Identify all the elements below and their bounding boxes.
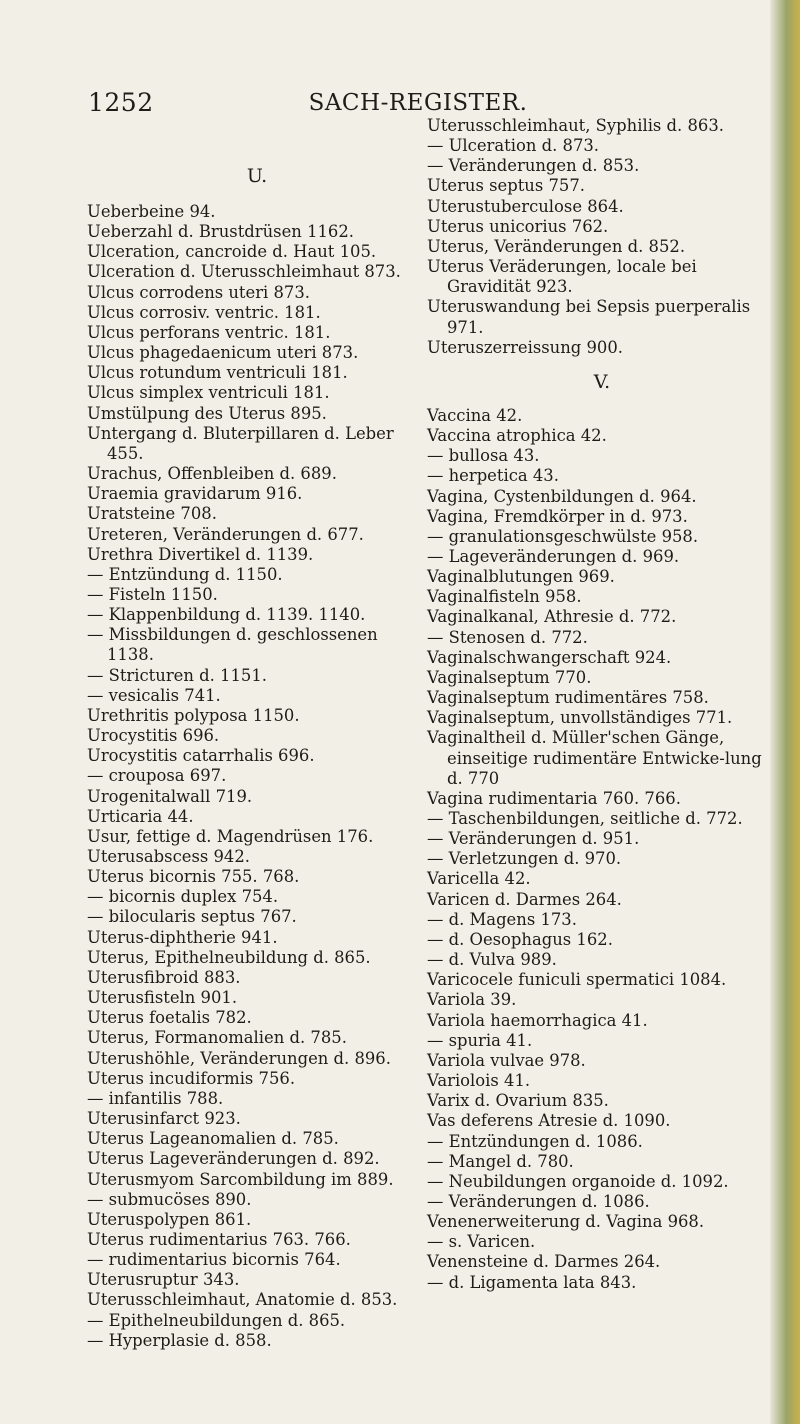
index-entry: Varicella 42.: [427, 869, 531, 889]
index-entry: Vaginalkanal, Athresie d. 772.: [427, 607, 677, 627]
index-entry: — bicornis duplex 754.: [87, 887, 279, 907]
index-column-left: [87, 116, 427, 1351]
index-entry: Variola 39.: [427, 990, 517, 1010]
index-entry: Uraemia gravidarum 916.: [87, 484, 303, 504]
index-entry: — Stenosen d. 772.: [427, 627, 588, 647]
index-entry: — Verletzungen d. 970.: [427, 849, 622, 869]
index-entry: Uterus incudiformis 756.: [87, 1068, 296, 1088]
index-entry: Uterus bicornis 755. 768.: [87, 867, 300, 887]
index-entry: — Lageveränderungen d. 969.: [427, 546, 680, 566]
index-entry: Uterus rudimentarius 763. 766.: [87, 1229, 351, 1249]
index-entry: Urocystitis catarrhalis 696.: [87, 746, 315, 766]
index-entry: — herpetica 43.: [427, 466, 559, 486]
index-entry: Uterusinfarct 923.: [87, 1109, 241, 1129]
index-entry: — Veränderungen d. 951.: [427, 829, 640, 849]
index-entry: — Klappenbildung d. 1139. 1140.: [87, 605, 366, 625]
index-entry: Usur, fettige d. Magendrüsen 176.: [87, 826, 374, 846]
index-entry: Uterus Lageveränderungen d. 892.: [87, 1149, 380, 1169]
index-entry: Uterus, Epithelneubildung d. 865.: [87, 947, 371, 967]
index-entry: Uterusmyom Sarcombildung im 889.: [87, 1169, 394, 1189]
index-entry: Ulcus simplex ventriculi 181.: [87, 383, 330, 403]
index-entry: Urachus, Offenbleiben d. 689.: [87, 464, 337, 484]
index-entry: Uterusschleimhaut, Syphilis d. 863.: [427, 116, 724, 135]
index-entry: Venenerweiterung d. Vagina 968.: [427, 1212, 705, 1232]
index-entry: Uterusfibroid 883.: [87, 967, 241, 987]
index-entry: — Entzündung d. 1150.: [87, 564, 283, 584]
index-entry: Uterustuberculose 864.: [427, 196, 624, 216]
index-entry: Ulceration, cancroide d. Haut 105.: [87, 242, 377, 262]
index-entry: — Mangel d. 780.: [427, 1151, 574, 1171]
index-entry: Uterus septus 757.: [427, 176, 585, 196]
index-entry: Vaginalseptum rudimentäres 758.: [427, 688, 709, 708]
index-entry: Uterus Lageanomalien d. 785.: [87, 1129, 339, 1149]
index-entry: Umstülpung des Uterus 895.: [87, 403, 327, 423]
index-entry: Venensteine d. Darmes 264.: [427, 1252, 661, 1272]
index-entry: Uteruszerreissung 900.: [427, 337, 623, 357]
section-letter-heading: U.: [246, 165, 268, 187]
index-entry: Uratsteine 708.: [87, 504, 217, 524]
index-entry: — submucöses 890.: [87, 1189, 252, 1209]
index-entry: — d. Oesophagus 162.: [427, 929, 613, 949]
index-entry: — Taschenbildungen, seitliche d. 772.: [427, 809, 743, 828]
index-entry: Uteruspolypen 861.: [87, 1209, 252, 1229]
index-entry: Urogenitalwall 719.: [87, 786, 253, 806]
index-entry: — d. Magens 173.: [427, 909, 577, 929]
index-entry: Uterus-diphtherie 941.: [87, 927, 278, 947]
index-entry: Uterus, Veränderungen d. 852.: [427, 236, 686, 256]
index-entry: Varix d. Ovarium 835.: [427, 1091, 609, 1111]
index-entry: Ulcus phagedaenicum uteri 873.: [87, 343, 359, 363]
index-entry: Uterusfisteln 901.: [87, 988, 238, 1008]
index-entry: Variola vulvae 978.: [427, 1050, 586, 1070]
index-entry: — granulationsgeschwülste 958.: [427, 526, 699, 546]
index-entry: Urethra Divertikel d. 1139.: [87, 544, 314, 564]
index-entry: Uterus foetalis 782.: [87, 1008, 252, 1028]
index-entry: — Veränderungen d. 853.: [427, 156, 640, 176]
index-column-right: [427, 116, 777, 1293]
index-entry: Vaginalschwangerschaft 924.: [427, 647, 672, 667]
index-entry: — Stricturen d. 1151.: [87, 665, 267, 685]
index-entry: Vas deferens Atresie d. 1090.: [427, 1111, 671, 1131]
index-entry: Uterus Veräderungen, locale bei Gravidität 923.: [427, 257, 697, 297]
index-entry: Ulcus perforans ventric. 181.: [87, 322, 331, 342]
page-number: 1252: [88, 88, 154, 117]
index-entry: — Epithelneubildungen d. 865.: [87, 1310, 346, 1330]
index-entry: Variola haemorrhagica 41.: [427, 1010, 648, 1030]
index-entry: Varicocele funiculi spermatici 1084.: [427, 970, 727, 990]
index-entry: Vaginalfisteln 958.: [427, 587, 582, 607]
index-entry: Ulceration d. Uterusschleimhaut 873.: [87, 262, 401, 282]
index-entry: Variolois 41.: [427, 1071, 531, 1091]
index-entry: — Fisteln 1150.: [87, 584, 218, 604]
index-entry: — rudimentarius bicornis 764.: [87, 1250, 341, 1270]
index-entry: Ureteren, Veränderungen d. 677.: [87, 524, 364, 544]
index-entry: Uteruswandung bei Sepsis puerperalis 971.: [427, 297, 751, 337]
running-title: SACH-REGISTER.: [308, 90, 528, 116]
index-entry: — Hyperplasie d. 858.: [87, 1330, 272, 1350]
index-entry: — infantilis 788.: [87, 1088, 224, 1108]
index-entry: Vagina, Cystenbildungen d. 964.: [427, 486, 697, 506]
index-entry: Varicen d. Darmes 264.: [427, 889, 622, 909]
index-entry: — spuria 41.: [427, 1030, 533, 1050]
section-letter-heading: V.: [593, 370, 611, 393]
index-entry: — s. Varicen.: [427, 1232, 536, 1252]
index-entry: — Missbildungen d. geschlossenen 1138.: [87, 625, 378, 665]
index-entry: Urocystitis 696.: [87, 726, 220, 746]
index-entry: — crouposa 697.: [87, 766, 227, 786]
index-entry: — Ulceration d. 873.: [427, 136, 600, 156]
index-entry: Ueberzahl d. Brustdrüsen 1162.: [87, 222, 354, 242]
index-entry: Vaginaltheil d. Müller'schen Gänge, einseitige rudimentäre Entwicke-lung d. 770: [427, 728, 762, 788]
index-entry: Urethritis polyposa 1150.: [87, 705, 300, 725]
index-entry: — bullosa 43.: [427, 446, 540, 466]
index-entry: Ueberbeine 94.: [87, 202, 216, 221]
index-entry: Ulcus corrodens uteri 873.: [87, 282, 310, 302]
index-entry: Vaginalseptum, unvollständiges 771.: [427, 708, 733, 728]
index-entry: Uterus, Formanomalien d. 785.: [87, 1028, 347, 1048]
index-entry: Vaginalblutungen 969.: [427, 567, 615, 587]
index-entry: Urticaria 44.: [87, 806, 194, 826]
index-entry: Uterusschleimhaut, Anatomie d. 853.: [87, 1290, 398, 1310]
index-entry: Uterusabscess 942.: [87, 847, 250, 866]
index-entry: Ulcus corrosiv. ventric. 181.: [87, 302, 321, 322]
index-entry: — vesicalis 741.: [87, 685, 221, 705]
index-entry: Vaginalseptum 770.: [427, 667, 592, 687]
index-entry: Vagina, Fremdkörper in d. 973.: [427, 506, 688, 526]
index-entry: Ulcus rotundum ventriculi 181.: [87, 363, 348, 383]
index-entry: Uterushöhle, Veränderungen d. 896.: [87, 1048, 391, 1068]
index-entry: — Entzündungen d. 1086.: [427, 1131, 643, 1151]
index-entry: — Neubildungen organoide d. 1092.: [427, 1171, 729, 1191]
index-entry: — d. Ligamenta lata 843.: [427, 1272, 637, 1292]
index-entry: Vagina rudimentaria 760. 766.: [427, 788, 681, 808]
index-entry: — d. Vulva 989.: [427, 950, 557, 970]
index-entry: Vaccina atrophica 42.: [427, 426, 607, 446]
index-entry: Vaccina 42.: [427, 405, 523, 425]
index-entry: — Veränderungen d. 1086.: [427, 1191, 650, 1211]
page-header: [88, 88, 748, 118]
index-entry: Uterus unicorius 762.: [427, 216, 609, 236]
index-entry: — bilocularis septus 767.: [87, 907, 297, 927]
index-entry: Untergang d. Bluterpillaren d. Leber 455.: [87, 423, 394, 463]
index-entry: Uterusruptur 343.: [87, 1270, 240, 1290]
